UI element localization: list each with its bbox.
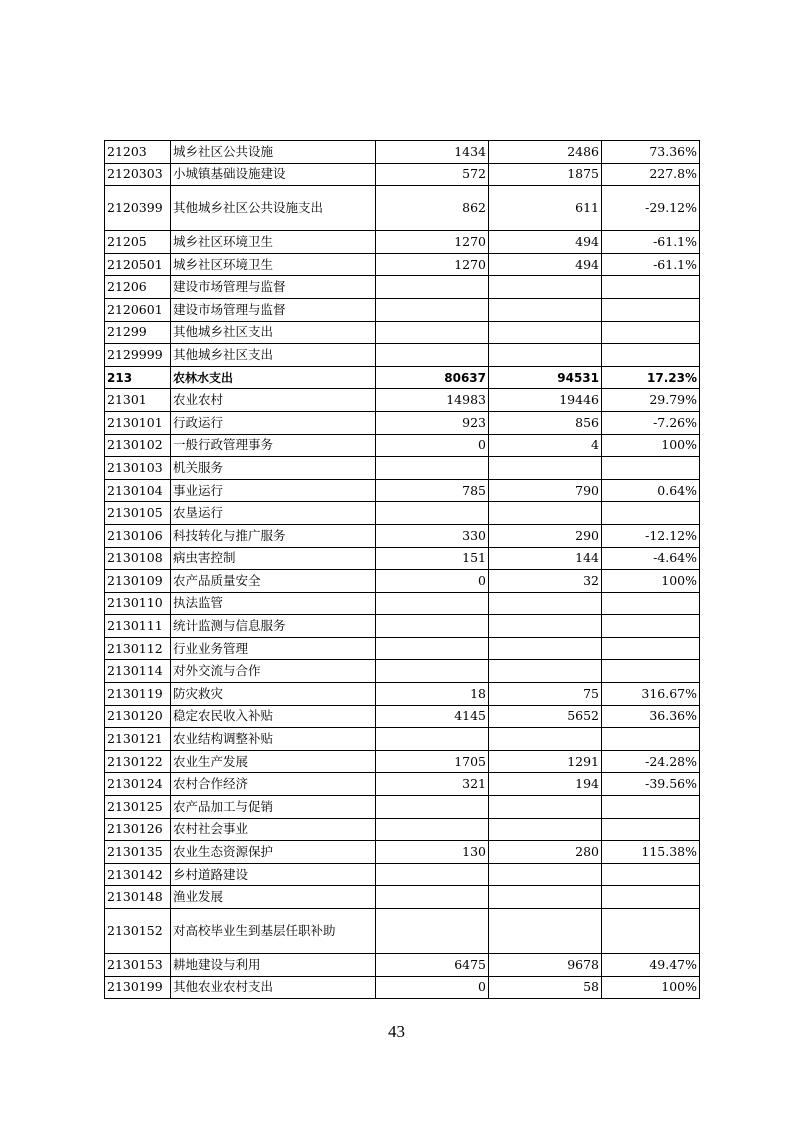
row-value-1-cell: 572 (376, 163, 489, 186)
row-change-cell: -4.64% (602, 547, 700, 570)
row-value-1-cell (376, 886, 489, 909)
row-code-cell: 2130121 (105, 728, 171, 751)
row-value-2-cell: 58 (489, 976, 602, 999)
row-change-cell: 17.23% (602, 366, 700, 389)
row-value-2-cell: 9678 (489, 954, 602, 977)
row-code-cell: 2130153 (105, 954, 171, 977)
row-value-2-cell (489, 615, 602, 638)
row-value-2-cell (489, 321, 602, 344)
table-row (105, 750, 700, 773)
row-value-2-cell: 494 (489, 253, 602, 276)
row-value-2-cell: 611 (489, 186, 602, 231)
row-code-cell: 21301 (105, 389, 171, 412)
row-value-2-cell (489, 298, 602, 321)
row-value-2-cell: 4 (489, 434, 602, 457)
row-change-cell: 36.36% (602, 705, 700, 728)
row-value-2-cell (489, 276, 602, 299)
row-value-2-cell: 856 (489, 411, 602, 434)
row-code-cell: 2130124 (105, 773, 171, 796)
row-change-cell: 100% (602, 434, 700, 457)
row-change-cell: -29.12% (602, 186, 700, 231)
row-value-2-cell (489, 637, 602, 660)
row-code-cell: 213 (105, 366, 171, 389)
row-value-2-cell: 94531 (489, 366, 602, 389)
table-row (105, 141, 700, 164)
table-row (105, 479, 700, 502)
row-code-cell: 2130102 (105, 434, 171, 457)
table-row (105, 547, 700, 570)
row-code-cell: 2130111 (105, 615, 171, 638)
row-name-cell: 防灾救灾 (171, 683, 376, 706)
row-value-1-cell (376, 344, 489, 367)
table-row (105, 728, 700, 751)
table-row (105, 276, 700, 299)
row-change-cell (602, 863, 700, 886)
row-value-2-cell (489, 909, 602, 954)
row-value-1-cell: 14983 (376, 389, 489, 412)
row-change-cell: 316.67% (602, 683, 700, 706)
row-value-2-cell: 1291 (489, 750, 602, 773)
row-name-cell: 农产品质量安全 (171, 570, 376, 593)
row-code-cell: 2130152 (105, 909, 171, 954)
row-name-cell: 农业生态资源保护 (171, 841, 376, 864)
row-value-1-cell (376, 321, 489, 344)
table-row (105, 863, 700, 886)
page-number: 43 (388, 1022, 405, 1041)
table-row (105, 321, 700, 344)
table-row (105, 592, 700, 615)
row-value-2-cell: 144 (489, 547, 602, 570)
budget-table (104, 140, 700, 999)
row-name-cell: 稳定农民收入补贴 (171, 705, 376, 728)
row-value-1-cell: 862 (376, 186, 489, 231)
row-value-2-cell: 1875 (489, 163, 602, 186)
row-change-cell (602, 818, 700, 841)
row-value-1-cell (376, 637, 489, 660)
row-value-1-cell: 80637 (376, 366, 489, 389)
row-code-cell: 2130105 (105, 502, 171, 525)
row-value-1-cell: 151 (376, 547, 489, 570)
row-value-1-cell: 1270 (376, 231, 489, 254)
table-row (105, 186, 700, 231)
row-value-1-cell (376, 276, 489, 299)
row-value-2-cell: 280 (489, 841, 602, 864)
row-value-1-cell (376, 909, 489, 954)
row-change-cell (602, 660, 700, 683)
row-change-cell: -61.1% (602, 253, 700, 276)
row-change-cell: 49.47% (602, 954, 700, 977)
row-value-1-cell: 330 (376, 524, 489, 547)
table-row (105, 909, 700, 954)
row-change-cell: -7.26% (602, 411, 700, 434)
table-row (105, 366, 700, 389)
row-code-cell: 2130110 (105, 592, 171, 615)
row-name-cell: 其他城乡社区支出 (171, 344, 376, 367)
row-value-1-cell (376, 615, 489, 638)
table-row (105, 524, 700, 547)
table-row (105, 705, 700, 728)
row-value-2-cell (489, 886, 602, 909)
row-value-1-cell: 1270 (376, 253, 489, 276)
row-code-cell: 2130108 (105, 547, 171, 570)
row-name-cell: 统计监测与信息服务 (171, 615, 376, 638)
row-change-cell: 100% (602, 570, 700, 593)
row-value-1-cell: 785 (376, 479, 489, 502)
row-name-cell: 一般行政管理事务 (171, 434, 376, 457)
table-row (105, 954, 700, 977)
row-value-2-cell (489, 344, 602, 367)
row-value-2-cell: 790 (489, 479, 602, 502)
row-value-2-cell: 290 (489, 524, 602, 547)
row-name-cell: 农业结构调整补贴 (171, 728, 376, 751)
row-value-2-cell: 32 (489, 570, 602, 593)
row-name-cell: 机关服务 (171, 457, 376, 480)
table-row (105, 796, 700, 819)
row-name-cell: 农林水支出 (171, 366, 376, 389)
row-value-2-cell: 19446 (489, 389, 602, 412)
row-value-2-cell (489, 796, 602, 819)
row-code-cell: 2130119 (105, 683, 171, 706)
row-value-2-cell (489, 592, 602, 615)
row-value-2-cell: 2486 (489, 141, 602, 164)
row-value-1-cell (376, 502, 489, 525)
row-value-2-cell: 5652 (489, 705, 602, 728)
row-value-2-cell (489, 457, 602, 480)
row-name-cell: 行业业务管理 (171, 637, 376, 660)
row-name-cell: 其他农业农村支出 (171, 976, 376, 999)
table-row (105, 389, 700, 412)
row-value-1-cell: 18 (376, 683, 489, 706)
row-value-1-cell (376, 863, 489, 886)
row-value-1-cell: 130 (376, 841, 489, 864)
row-code-cell: 2130122 (105, 750, 171, 773)
table-row (105, 976, 700, 999)
row-code-cell: 2120501 (105, 253, 171, 276)
row-name-cell: 建设市场管理与监督 (171, 298, 376, 321)
row-name-cell: 农村社会事业 (171, 818, 376, 841)
table-row (105, 818, 700, 841)
table-row (105, 637, 700, 660)
row-name-cell: 对高校毕业生到基层任职补助 (171, 909, 376, 954)
row-value-1-cell (376, 592, 489, 615)
row-value-1-cell: 0 (376, 570, 489, 593)
table-row (105, 434, 700, 457)
row-code-cell: 21205 (105, 231, 171, 254)
row-code-cell: 2130126 (105, 818, 171, 841)
row-change-cell: -39.56% (602, 773, 700, 796)
row-name-cell: 其他城乡社区支出 (171, 321, 376, 344)
row-change-cell (602, 909, 700, 954)
row-value-1-cell: 6475 (376, 954, 489, 977)
row-change-cell: 100% (602, 976, 700, 999)
row-name-cell: 病虫害控制 (171, 547, 376, 570)
row-value-1-cell (376, 728, 489, 751)
table-row (105, 344, 700, 367)
row-code-cell: 2130101 (105, 411, 171, 434)
row-value-1-cell: 923 (376, 411, 489, 434)
row-value-2-cell: 75 (489, 683, 602, 706)
row-value-2-cell (489, 660, 602, 683)
table-row (105, 570, 700, 593)
row-value-1-cell: 0 (376, 434, 489, 457)
table-row (105, 502, 700, 525)
row-code-cell: 2130148 (105, 886, 171, 909)
row-value-1-cell: 321 (376, 773, 489, 796)
row-change-cell: 227.8% (602, 163, 700, 186)
row-code-cell: 2120601 (105, 298, 171, 321)
row-name-cell: 城乡社区公共设施 (171, 141, 376, 164)
row-code-cell: 2130104 (105, 479, 171, 502)
row-change-cell: -24.28% (602, 750, 700, 773)
row-change-cell: 115.38% (602, 841, 700, 864)
table-row (105, 163, 700, 186)
table-row (105, 660, 700, 683)
row-value-1-cell (376, 457, 489, 480)
row-code-cell: 2130112 (105, 637, 171, 660)
row-name-cell: 农产品加工与促销 (171, 796, 376, 819)
row-change-cell: 0.64% (602, 479, 700, 502)
row-value-1-cell (376, 796, 489, 819)
row-code-cell: 2130114 (105, 660, 171, 683)
row-change-cell (602, 615, 700, 638)
row-code-cell: 21203 (105, 141, 171, 164)
row-code-cell: 21299 (105, 321, 171, 344)
row-code-cell: 2130109 (105, 570, 171, 593)
row-value-2-cell (489, 502, 602, 525)
row-name-cell: 科技转化与推广服务 (171, 524, 376, 547)
table-row (105, 253, 700, 276)
row-value-2-cell (489, 818, 602, 841)
row-name-cell: 农垦运行 (171, 502, 376, 525)
row-name-cell: 农业农村 (171, 389, 376, 412)
row-name-cell: 城乡社区环境卫生 (171, 231, 376, 254)
row-change-cell: -12.12% (602, 524, 700, 547)
row-name-cell: 其他城乡社区公共设施支出 (171, 186, 376, 231)
row-code-cell: 21206 (105, 276, 171, 299)
row-value-1-cell: 4145 (376, 705, 489, 728)
row-value-2-cell: 494 (489, 231, 602, 254)
row-name-cell: 乡村道路建设 (171, 863, 376, 886)
row-code-cell: 2120303 (105, 163, 171, 186)
row-code-cell: 2130125 (105, 796, 171, 819)
row-value-1-cell: 1434 (376, 141, 489, 164)
row-code-cell: 2130135 (105, 841, 171, 864)
row-change-cell (602, 276, 700, 299)
budget-table-body (105, 141, 700, 999)
row-change-cell: 73.36% (602, 141, 700, 164)
table-row (105, 231, 700, 254)
row-change-cell (602, 637, 700, 660)
row-change-cell (602, 796, 700, 819)
row-change-cell: 29.79% (602, 389, 700, 412)
table-row (105, 886, 700, 909)
row-name-cell: 农业生产发展 (171, 750, 376, 773)
row-value-2-cell (489, 728, 602, 751)
row-code-cell: 2130106 (105, 524, 171, 547)
row-value-2-cell: 194 (489, 773, 602, 796)
row-change-cell (602, 321, 700, 344)
row-change-cell (602, 344, 700, 367)
row-name-cell: 对外交流与合作 (171, 660, 376, 683)
row-code-cell: 2120399 (105, 186, 171, 231)
row-name-cell: 事业运行 (171, 479, 376, 502)
row-change-cell (602, 592, 700, 615)
row-value-1-cell: 0 (376, 976, 489, 999)
row-name-cell: 农村合作经济 (171, 773, 376, 796)
row-change-cell (602, 728, 700, 751)
row-name-cell: 城乡社区环境卫生 (171, 253, 376, 276)
row-code-cell: 2129999 (105, 344, 171, 367)
row-change-cell (602, 502, 700, 525)
row-value-2-cell (489, 863, 602, 886)
row-value-1-cell (376, 818, 489, 841)
row-code-cell: 2130120 (105, 705, 171, 728)
row-value-1-cell (376, 660, 489, 683)
row-value-1-cell: 1705 (376, 750, 489, 773)
table-row (105, 411, 700, 434)
table-row (105, 773, 700, 796)
row-name-cell: 渔业发展 (171, 886, 376, 909)
table-row (105, 298, 700, 321)
row-change-cell (602, 298, 700, 321)
row-change-cell: -61.1% (602, 231, 700, 254)
row-change-cell (602, 457, 700, 480)
row-change-cell (602, 886, 700, 909)
table-row (105, 841, 700, 864)
table-row (105, 457, 700, 480)
row-name-cell: 小城镇基础设施建设 (171, 163, 376, 186)
row-code-cell: 2130103 (105, 457, 171, 480)
row-name-cell: 行政运行 (171, 411, 376, 434)
table-row (105, 683, 700, 706)
row-name-cell: 耕地建设与利用 (171, 954, 376, 977)
row-code-cell: 2130142 (105, 863, 171, 886)
row-value-1-cell (376, 298, 489, 321)
table-row (105, 615, 700, 638)
row-name-cell: 建设市场管理与监督 (171, 276, 376, 299)
row-name-cell: 执法监管 (171, 592, 376, 615)
row-code-cell: 2130199 (105, 976, 171, 999)
